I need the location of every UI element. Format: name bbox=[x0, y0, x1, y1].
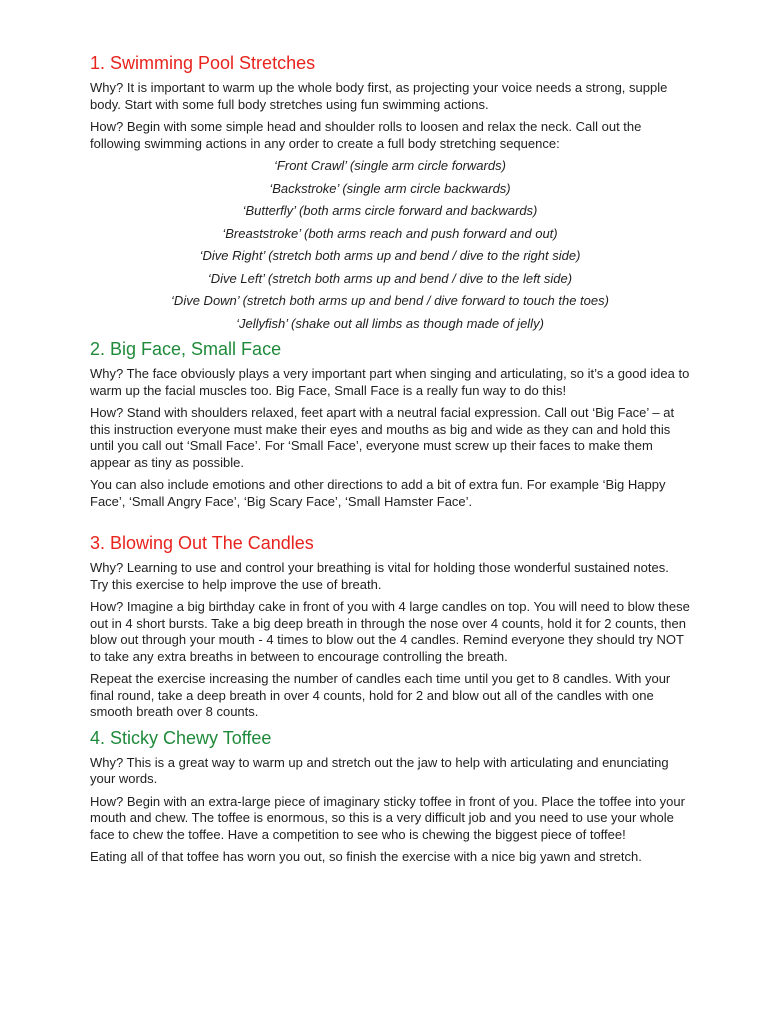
section-swimming-pool-stretches bbox=[90, 52, 690, 332]
how-paragraph: How? Imagine a big birthday cake in front of you with 4 large candles on top. You will need to blow these out in 4 short bursts. Take a big deep breath in through the nose over 4 counts, hold it for 2 counts, then blow out through your mouth - 4 times to blow out the 4 candles. Remind everyone they should try NOT to take any extra breaths in between to encourage controlling the breath. bbox=[90, 599, 690, 664]
section-heading: 2. Big Face, Small Face bbox=[90, 339, 282, 359]
section-heading: 3. Blowing Out The Candles bbox=[90, 533, 314, 553]
why-paragraph: Why? This is a great way to warm up and stretch out the jaw to help with articulating and enunciating your words. bbox=[90, 754, 669, 786]
section-heading: 1. Swimming Pool Stretches bbox=[90, 53, 316, 73]
why-paragraph: Why? The face obviously plays a very important part when singing and articulating, so it’s a good idea to warm up the facial muscles too. Big Face, Small Face is a really fun way to do this! bbox=[90, 366, 690, 398]
section-big-face-small-face bbox=[90, 338, 690, 510]
action-item: ‘Dive Down’ (stretch both arms up and bend / dive forward to touch the toes) bbox=[171, 293, 609, 308]
action-item: ‘Front Crawl’ (single arm circle forwards) bbox=[274, 158, 506, 173]
how-paragraph: How? Begin with some simple head and shoulder rolls to loosen and relax the neck. Call out the following swimming actions in any order to create a full body stretching sequence: bbox=[90, 119, 642, 151]
how-paragraph: How? Begin with an extra-large piece of imaginary sticky toffee in front of you. Place the toffee into your mouth and chew. The toffee is enormous, so this is a very difficult job and you need to use your whole face to chew the toffee. Have a competition to see who is chewing the biggest piece of toffee! bbox=[90, 793, 685, 842]
action-item: ‘Jellyfish’ (shake out all limbs as though made of jelly) bbox=[236, 315, 544, 331]
why-paragraph: Why? Learning to use and control your breathing is vital for holding those wonderful sustained notes. Try this exercise to help improve the use of breath. bbox=[90, 560, 669, 592]
extra-paragraph: You can also include emotions and other directions to add a bit of extra fun. For example ‘Big Happy Face’, ‘Small Angry Face’, ‘Big Scary Face’, ‘Small Hamster Face’. bbox=[90, 477, 666, 509]
action-item: ‘Dive Right’ (stretch both arms up and bend / dive to the right side) bbox=[199, 248, 581, 263]
repeat-paragraph: Repeat the exercise increasing the number of candles each time until you get to 8 candles. With your final round, take a deep breath in over 4 counts, hold for 2 and blow out all of the candles with one smooth breath over 8 counts. bbox=[90, 671, 671, 719]
section-sticky-chewy-toffee bbox=[90, 727, 690, 866]
how-paragraph: How? Stand with shoulders relaxed, feet apart with a neutral facial expression. Call out ‘Big Face’ – at this instruction everyone must make their eyes and mouths as big and wide as they can and hold this until you call out ‘Small Face’. For ‘Small Face’, everyone must screw up their faces to make them appear as tiny as possible. bbox=[90, 405, 675, 470]
action-item: ‘Dive Left’ (stretch both arms up and bend / dive to the left side) bbox=[207, 270, 573, 286]
finish-paragraph: Eating all of that toffee has worn you out, so finish the exercise with a nice big yawn and stretch. bbox=[90, 849, 642, 864]
document-page bbox=[90, 52, 690, 872]
section-blowing-out-the-candles bbox=[90, 532, 690, 721]
action-item: ‘Butterfly’ (both arms circle forward and backwards) bbox=[242, 203, 538, 218]
why-paragraph: Why? It is important to warm up the whole body first, as projecting your voice needs a strong, supple body. Start with some full body stretches using fun swimming actions. bbox=[90, 80, 668, 112]
section-heading: 4. Sticky Chewy Toffee bbox=[90, 727, 272, 748]
action-item: ‘Breaststroke’ (both arms reach and push forward and out) bbox=[222, 225, 558, 241]
action-item: ‘Backstroke’ (single arm circle backwards) bbox=[269, 180, 511, 196]
